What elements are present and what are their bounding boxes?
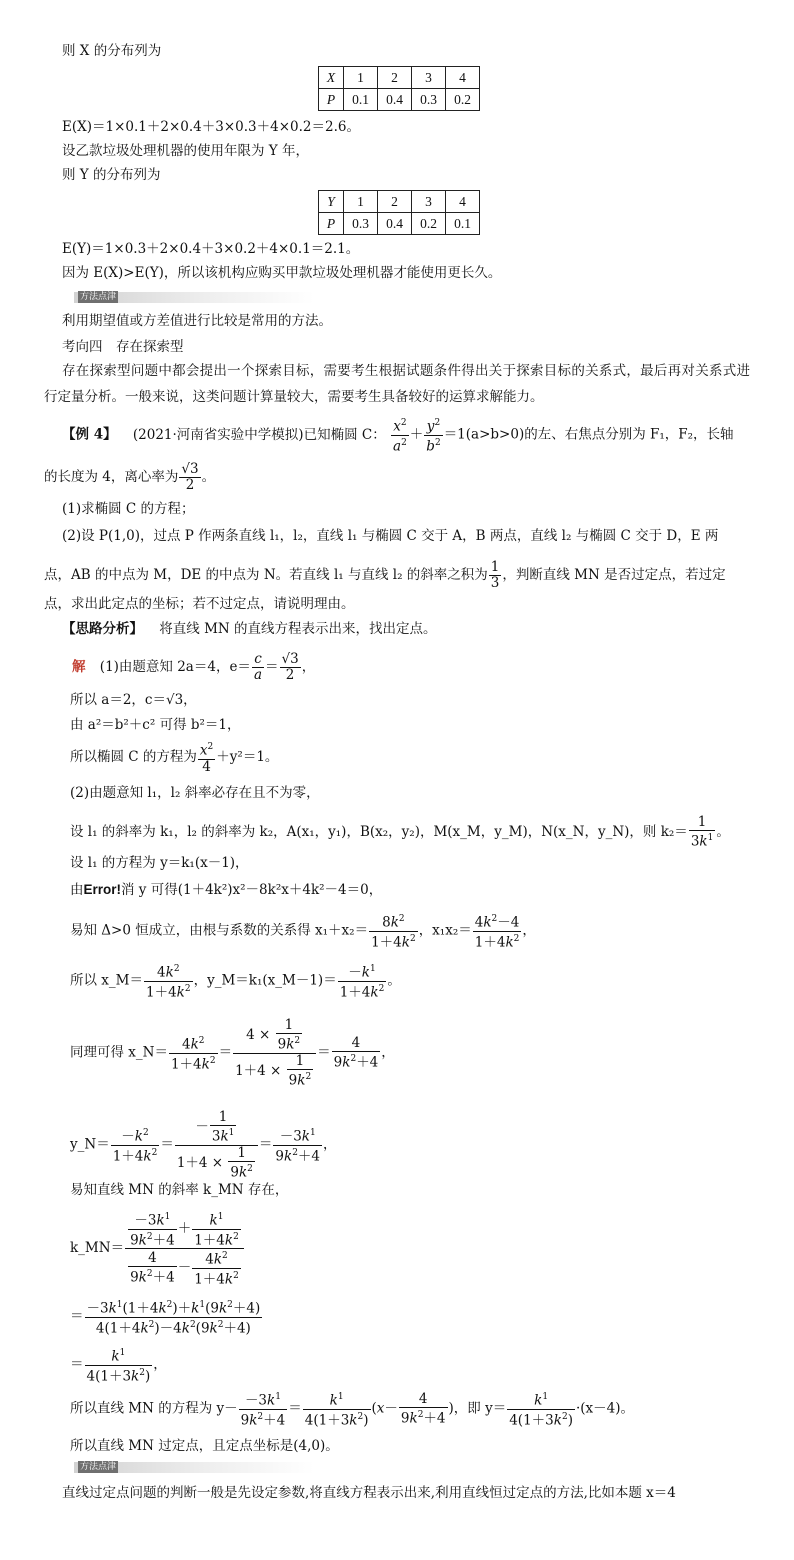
distribution-table-y: [318, 190, 480, 235]
analysis-text: 将直线 MN 的直线方程表示出来，找出定点。: [159, 621, 437, 637]
table-cell: 0.2: [446, 89, 480, 111]
text-line: 设乙款垃圾处理机器的使用年限为 Y 年，: [62, 143, 309, 159]
table-cell: 1: [344, 191, 378, 213]
analysis-label: 【思路分析】: [62, 621, 143, 637]
table-cell: 3: [412, 67, 446, 89]
solution-text: 所以椭圆 C 的方程为: [70, 748, 197, 765]
solution-text: ·(x－4)。: [575, 1400, 634, 1417]
solution-text: 设 l₁ 的斜率为 k₁，l₂ 的斜率为 k₂，A(x₁，y₁)，B(x₂，y₂)，M(x_M，y_M)，N(x_N，y_N)，则 k₂＝: [70, 823, 688, 840]
solution-text: 易知 Δ>0 恒成立，由根与系数的关系得 x₁＋x₂＝: [70, 922, 369, 939]
question-text: 点，AB 的中点为 M，DE 的中点为 N。若直线 l₁ 与直线 l₂ 的斜率之积为: [44, 567, 488, 583]
solution-line: 解 (1)由题意知 2a＝4，e＝ $\frac{c}{a}$ ＝ $\frac{√3}{2}$ ，: [72, 651, 316, 683]
solution-line: 由 a²＝b²＋c² 可得 b²＝1，: [70, 717, 241, 733]
table-row: [319, 67, 480, 89]
solution-text: 所以直线 MN 的方程为 y－: [70, 1400, 238, 1417]
text-line: 则 X 的分布列为: [62, 43, 162, 59]
solution-text: ，y_M＝k₁(x_M－1)＝: [193, 972, 337, 989]
question-text: ，判断直线 MN 是否过定点，若过定: [502, 567, 726, 583]
table-cell: 0.4: [378, 89, 412, 111]
table-cell: 0.1: [344, 89, 378, 111]
table-cell: 4: [446, 191, 480, 213]
solution-line: 易知直线 MN 的斜率 k_MN 存在，: [70, 1182, 289, 1198]
table-cell: 0.3: [344, 213, 378, 235]
text-line: E(Y)＝1×0.3＋2×0.4＋3×0.2＋4×0.1＝2.1。: [62, 241, 360, 257]
solution-text: ，x₁x₂＝: [418, 922, 472, 939]
table-cell: 0.4: [378, 213, 412, 235]
example-text: (2021·河南省实验中学模拟)已知椭圆 C：: [132, 426, 386, 443]
question-line: (1)求椭圆 C 的方程；: [62, 501, 195, 517]
solution-line: (2)由题意知 l₁，l₂ 斜率必存在且不为零，: [70, 785, 320, 801]
text-line: 因为 E(X)>E(Y)，所以该机构应购买甲款垃圾处理机器才能使用更长久。: [62, 265, 502, 281]
table-cell: 0.2: [412, 213, 446, 235]
table-row: [319, 89, 480, 111]
solution-line: ＝ $\frac{-3k^1(1+4k^2)+k^1(9k^2+4)}{4(1+4k^2)-4k^2(9k^2+4)}$: [70, 1300, 261, 1336]
question-line: 点，求出此定点的坐标；若不过定点，请说明理由。: [44, 596, 355, 612]
example-label: 【例 4】: [62, 426, 117, 443]
text-line: E(X)＝1×0.1＋2×0.4＋3×0.3＋4×0.2＝2.6。: [62, 119, 360, 135]
table-cell: 2: [378, 191, 412, 213]
solution-line: ＝ $\frac{k^1}{4(1+3k^2)}$ ，: [70, 1348, 167, 1384]
error-text: Error!: [83, 882, 122, 897]
example-text: ＝1(a>b>0)的左、右焦点分别为 F₁，F₂，长轴: [443, 426, 734, 443]
table-cell: X: [319, 67, 344, 89]
solution-text: 同理可得 x_N＝: [70, 1044, 168, 1061]
method-tag: [74, 292, 314, 303]
solution-line: 设 l₁ 的方程为 y＝k₁(x－1)，: [70, 855, 249, 871]
table-cell: 1: [344, 67, 378, 89]
solution-text: ＋y²＝1。: [216, 748, 279, 765]
method-tag: [74, 1462, 314, 1473]
solution-line: 所以直线 MN 过定点，且定点坐标是(4,0)。: [70, 1438, 339, 1454]
table-row: [319, 191, 480, 213]
solution-text: 消 y 可得(1＋4k²)x²－8k²x＋4k²－4＝0，: [121, 882, 383, 898]
table-cell: 4: [446, 67, 480, 89]
solution-text: 所以 x_M＝: [70, 972, 143, 989]
solution-line: 同理可得 x_N＝ $\frac{4k^2}{1+4k^2}$ ＝ 4 × $\frac{1}{9k^2}$ 1＋4 × $\frac{1}{9k^2}$ ＝ $\frac{4}{9k^2+4}$ ，: [70, 1017, 395, 1088]
example-text: 的长度为 4，离心率为: [44, 469, 179, 485]
solution-text: y_N＝: [70, 1136, 110, 1153]
solution-line: 所以 x_M＝ $\frac{4k^2}{1+4k^2}$ ，y_M＝k₁(x_M－1)＝ $\frac{-k^1}{1+4k^2}$ 。: [70, 964, 401, 1000]
method-tag-label: 方法点津: [80, 292, 117, 302]
analysis-line: [62, 620, 437, 638]
example-line: 【例 4】 (2021·河南省实验中学模拟)已知椭圆 C： $\frac{x^2}{a^2}$ ＋ $\frac{y^2}{b^2}$ ＝1(a>b>0)的左、右焦点分别为 F₁，F₂，长轴: [62, 418, 734, 454]
table-cell: 0.3: [412, 89, 446, 111]
text-line: 利用期望值或方差值进行比较是常用的方法。: [62, 313, 332, 329]
text-line: 则 Y 的分布列为: [62, 167, 161, 183]
text-line: 直线过定点问题的判断一般是先设定参数,将直线方程表示出来,利用直线恒过定点的方法,比如本题 x＝4: [62, 1485, 676, 1501]
example-line: 的长度为 4，离心率为 $\frac{√3}{2}$ 。: [44, 461, 216, 493]
solution-label: 解: [72, 659, 86, 675]
table-cell: Y: [319, 191, 344, 213]
solution-text: (1)由题意知 2a＝4，e＝: [99, 659, 251, 675]
table-cell: P: [319, 89, 344, 111]
solution-line: y_N＝ $\frac{-k^2}{1+4k^2}$ ＝ － $\frac{1}{3k^1}$ 1＋4 × $\frac{1}{9k^2}$ ＝ $\frac{-3k^1}{9k^2+4}$ ，: [70, 1109, 337, 1180]
table-cell: 2: [378, 67, 412, 89]
table-row: [319, 213, 480, 235]
solution-line: 设 l₁ 的斜率为 k₁，l₂ 的斜率为 k₂，A(x₁，y₁)，B(x₂，y₂)，M(x_M，y_M)，N(x_N，y_N)，则 k₂＝ $\frac{1}{3k^1}$ 。: [70, 814, 730, 850]
solution-text: ，即 y＝: [453, 1400, 507, 1417]
table-cell: 3: [412, 191, 446, 213]
question-line: (2)设 P(1,0)，过点 P 作两条直线 l₁，l₂，直线 l₁ 与椭圆 C 交于 A，B 两点，直线 l₂ 与椭圆 C 交于 D，E 两: [62, 528, 719, 544]
section-heading: 考向四 存在探索型: [62, 339, 184, 355]
table-cell: 0.1: [446, 213, 480, 235]
solution-line: [70, 880, 382, 900]
solution-line: 所以椭圆 C 的方程为 $\frac{x^2}{4}$ ＋y²＝1。: [70, 742, 279, 775]
solution-line: 所以直线 MN 的方程为 y－ $\frac{-3k^1}{9k^2+4}$ ＝ $\frac{k^1}{4(1+3k^2)}$ (x－ $\frac{4}{9k^2+4}$ )，即 y＝ $\frac{k^1}{4(1+3k^2)}$ ·(x－4)。: [70, 1390, 634, 1428]
solution-text: k_MN＝: [70, 1240, 125, 1256]
solution-line: 所以 a＝2，c＝√3，: [70, 692, 197, 708]
solution-text: 由: [70, 882, 84, 898]
distribution-table-x: [318, 66, 480, 111]
question-line: 点，AB 的中点为 M，DE 的中点为 N。若直线 l₁ 与直线 l₂ 的斜率之积为 $\frac{1}{3}$ ，判断直线 MN 是否过定点，若过定: [44, 559, 726, 591]
paragraph: 存在探索型问题中都会提出一个探索目标，需要考生根据试题条件得出关于探索目标的关系式，最后再对关系式进行定量分析。一般来说，这类问题计算量较大，需要考生具备较好的运算求解能力。: [44, 363, 750, 405]
solution-line: 易知 Δ>0 恒成立，由根与系数的关系得 x₁＋x₂＝ $\frac{8k^2}{1+4k^2}$ ，x₁x₂＝ $\frac{4k^2-4}{1+4k^2}$ ，: [70, 914, 536, 950]
solution-line: k_MN＝ $\frac{-3k^1}{9k^2+4}$ ＋ $\frac{k^1}{1+4k^2}$ $\frac{4}{9k^2+4}$ － $\frac{4k^2}{1+4k^2}$: [70, 1210, 245, 1287]
method-tag-label: 方法点津: [80, 1462, 117, 1472]
table-cell: P: [319, 213, 344, 235]
